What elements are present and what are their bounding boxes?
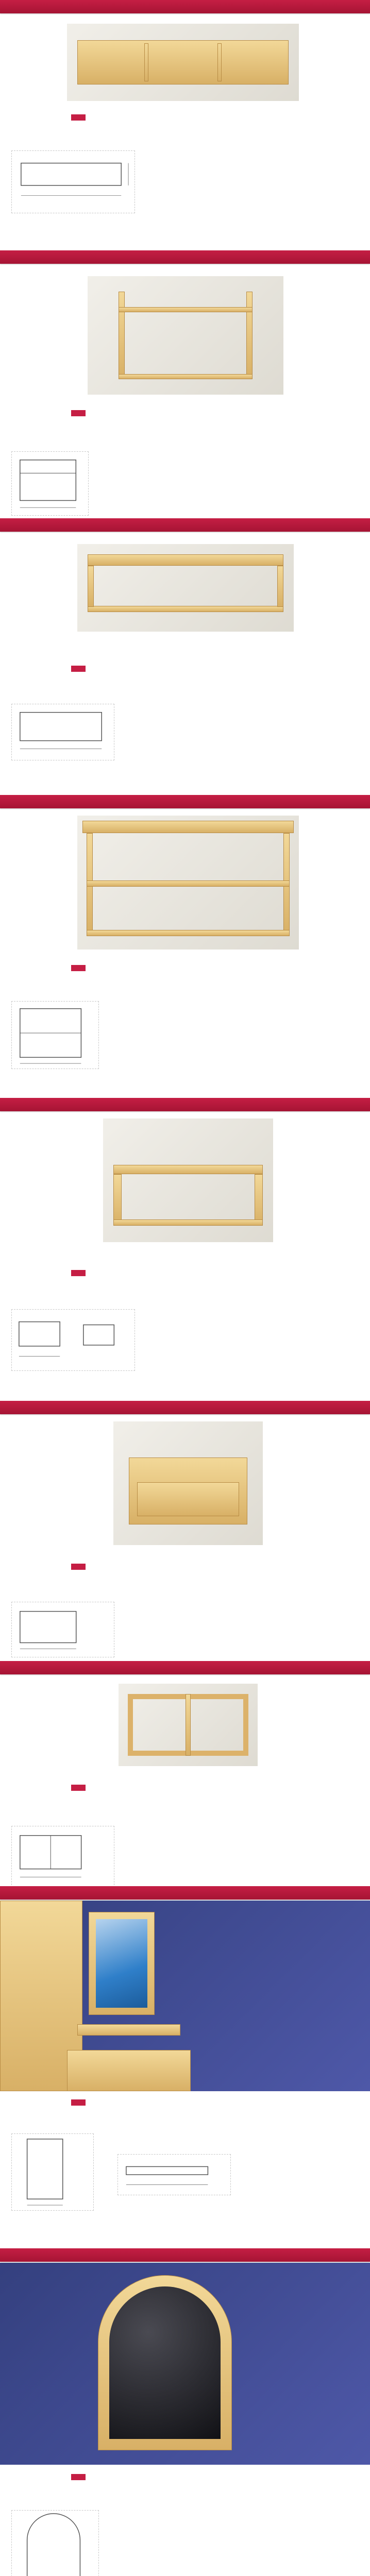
spec-value (71, 2099, 89, 2107)
shelf-divider (186, 1694, 191, 1756)
product-code (71, 2474, 86, 2480)
spec-value (71, 1270, 89, 1277)
shelf-board (88, 606, 283, 612)
product-photo (77, 816, 299, 950)
spec-value (71, 1564, 89, 1571)
wall-shelf (77, 2024, 180, 2036)
product-photo (67, 24, 299, 101)
shelf-unit (77, 40, 289, 84)
product-specs (11, 2099, 228, 2128)
product-section (0, 518, 370, 771)
shelf-top (113, 1165, 263, 1174)
product-section (0, 250, 370, 531)
shelf-divider (144, 43, 148, 81)
product-code (71, 1564, 86, 1570)
product-specs (11, 666, 207, 694)
product-code (71, 666, 86, 672)
product-section (0, 1886, 370, 2236)
product-code (71, 965, 86, 971)
product-specs (11, 1270, 207, 1299)
dimension-drawing (11, 1309, 135, 1371)
mirror-glass (96, 1919, 147, 2008)
product-specs (11, 2474, 207, 2503)
mirror-glass (109, 2286, 221, 2439)
dresser (67, 2050, 191, 2091)
shelf-side (277, 566, 283, 607)
dimension-drawing (11, 1602, 114, 1657)
product-code (71, 410, 86, 416)
shelf-divider (217, 43, 222, 81)
section-header (0, 0, 370, 13)
cabinet-drawer (137, 1482, 239, 1516)
spec-value (71, 2474, 89, 2481)
shelf-side (255, 1174, 263, 1226)
product-code (71, 2099, 86, 2106)
product-section (0, 1661, 370, 1903)
product-specs (11, 1564, 207, 1592)
dimension-drawing (11, 1826, 114, 1888)
product-photo (113, 1421, 263, 1545)
product-code (71, 1270, 86, 1276)
product-photo (0, 1901, 370, 2091)
product-photo (0, 2263, 370, 2465)
product-specs (11, 965, 207, 994)
product-photo (119, 1684, 258, 1766)
dimension-drawing (11, 1001, 99, 1069)
section-header (0, 250, 370, 264)
shelf-side (119, 292, 125, 379)
shelf-unit (88, 554, 283, 566)
section-header (0, 795, 370, 808)
spec-value (71, 965, 89, 972)
product-code (71, 1785, 86, 1791)
section-header (0, 1886, 370, 1900)
dimension-drawing (117, 2154, 231, 2195)
dimension-drawing (11, 150, 135, 213)
product-photo (103, 1118, 273, 1242)
product-section (0, 0, 370, 227)
shelf-board (119, 307, 253, 312)
product-section (0, 795, 370, 1079)
product-specs (11, 410, 207, 439)
product-specs (11, 114, 207, 143)
section-header (0, 518, 370, 532)
dimension-drawing (11, 704, 114, 760)
shelf-board (119, 374, 253, 379)
shelf-board (87, 880, 290, 887)
dimension-drawing (11, 451, 89, 516)
product-section (0, 1401, 370, 1669)
product-specs (11, 1785, 228, 1814)
shelf-board (113, 1219, 263, 1226)
spec-value (71, 1785, 89, 1792)
dimension-drawing (11, 2133, 94, 2211)
spec-value (71, 666, 89, 673)
shelf-side (113, 1174, 122, 1226)
spec-value (71, 410, 89, 417)
shelf-side (88, 566, 94, 607)
section-header (0, 2248, 370, 2262)
product-photo (88, 276, 283, 395)
dimension-drawing (11, 2510, 99, 2576)
shelf-side (246, 292, 253, 379)
spec-value (71, 114, 89, 122)
product-section (0, 1098, 370, 1386)
section-header (0, 1661, 370, 1674)
product-code (71, 114, 86, 121)
shelf-board (87, 930, 290, 936)
section-header (0, 1401, 370, 1414)
shelf-top (82, 821, 294, 833)
product-photo (77, 544, 294, 632)
section-header (0, 1098, 370, 1111)
product-section (0, 2248, 370, 2576)
